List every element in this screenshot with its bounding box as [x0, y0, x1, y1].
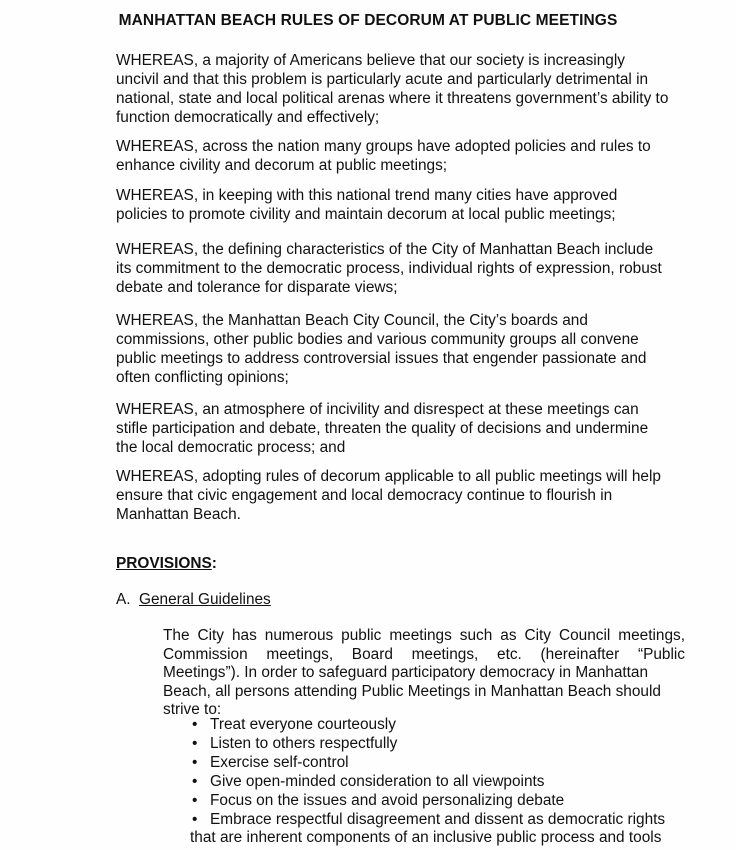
bullet-icon: • [192, 810, 198, 828]
section-a-body-line-5: strive to: [163, 701, 222, 719]
list-item-continuation: that are inherent components of an inclusive public process and tools [190, 829, 662, 847]
whereas-clause-1: WHEREAS, a majority of Americans believe that our society is increasingly uncivil and that this problem is particularly acute and particularly detrimental in national, state and local political arenas where it threatens government’s ability to function democratically and effectively; [116, 52, 669, 126]
section-a-heading [116, 590, 271, 610]
list-item [190, 811, 690, 849]
section-a-title: General Guidelines [139, 591, 271, 608]
list-item [190, 773, 690, 792]
section-a-body-line-2: Commission meetings, Board meetings, etc. (hereinafter “Public [163, 645, 685, 663]
section-a-body-line-1: The City has numerous public meetings such as City Council meetings, [163, 627, 685, 644]
whereas-clause-5: WHEREAS, the Manhattan Beach City Council, the City’s boards and commissions, other public bodies and various community groups all convene public meetings to address controversial issues that engender passionate and often conflicting opinions; [116, 312, 647, 386]
list-item-text: Focus on the issues and avoid personalizing debate [210, 791, 565, 809]
bullet-icon: • [192, 791, 198, 809]
list-item [190, 792, 690, 811]
bullet-icon: • [192, 734, 198, 752]
whereas-clause-6: WHEREAS, an atmosphere of incivility and disrespect at these meetings can stifle participation and debate, threaten the quality of decisions and undermine the local democratic process; and [116, 401, 649, 456]
bullet-icon: • [192, 716, 198, 733]
list-item-text: Listen to others respectfully [210, 734, 398, 752]
list-item [190, 754, 690, 773]
document-title: MANHATTAN BEACH RULES OF DECORUM AT PUBLIC MEETINGS [118, 12, 618, 29]
list-item-text: Give open-minded consideration to all viewpoints [210, 772, 545, 790]
whereas-clause-4: WHEREAS, the defining characteristics of the City of Manhattan Beach include its commitment to the democratic process, individual rights of expression, robust debate and tolerance for disparate views; [116, 241, 662, 296]
list-item-text: Treat everyone courteously [210, 716, 396, 733]
bullet-icon: • [192, 753, 198, 771]
provisions-colon: : [211, 555, 217, 572]
provisions-heading [116, 554, 217, 574]
section-a-letter: A. [116, 591, 131, 608]
whereas-clause-2: WHEREAS, across the nation many groups have adopted policies and rules to enhance civility and decorum at public meetings; [116, 138, 651, 174]
section-a-body-line-3: Meetings”). In order to safeguard participatory democracy in Manhattan [163, 664, 649, 682]
provisions-label: PROVISIONS [116, 555, 212, 572]
list-item-text: Embrace respectful disagreement and dissent as democratic rights [210, 810, 666, 828]
section-a-body-line-4: Beach, all persons attending Public Meetings in Manhattan Beach should [163, 682, 661, 700]
list-item [190, 735, 690, 754]
bullet-icon: • [192, 772, 198, 790]
whereas-clause-3: WHEREAS, in keeping with this national trend many cities have approved policies to promote civility and maintain decorum at local public meetings; [116, 187, 618, 223]
whereas-clause-7: WHEREAS, adopting rules of decorum applicable to all public meetings will help ensure that civic engagement and local democracy continue to flourish in Manhattan Beach. [116, 468, 661, 523]
list-item [190, 716, 690, 735]
section-a-bullet-list [190, 716, 690, 848]
section-a-body [163, 627, 685, 720]
list-item-text: Exercise self-control [210, 753, 349, 771]
